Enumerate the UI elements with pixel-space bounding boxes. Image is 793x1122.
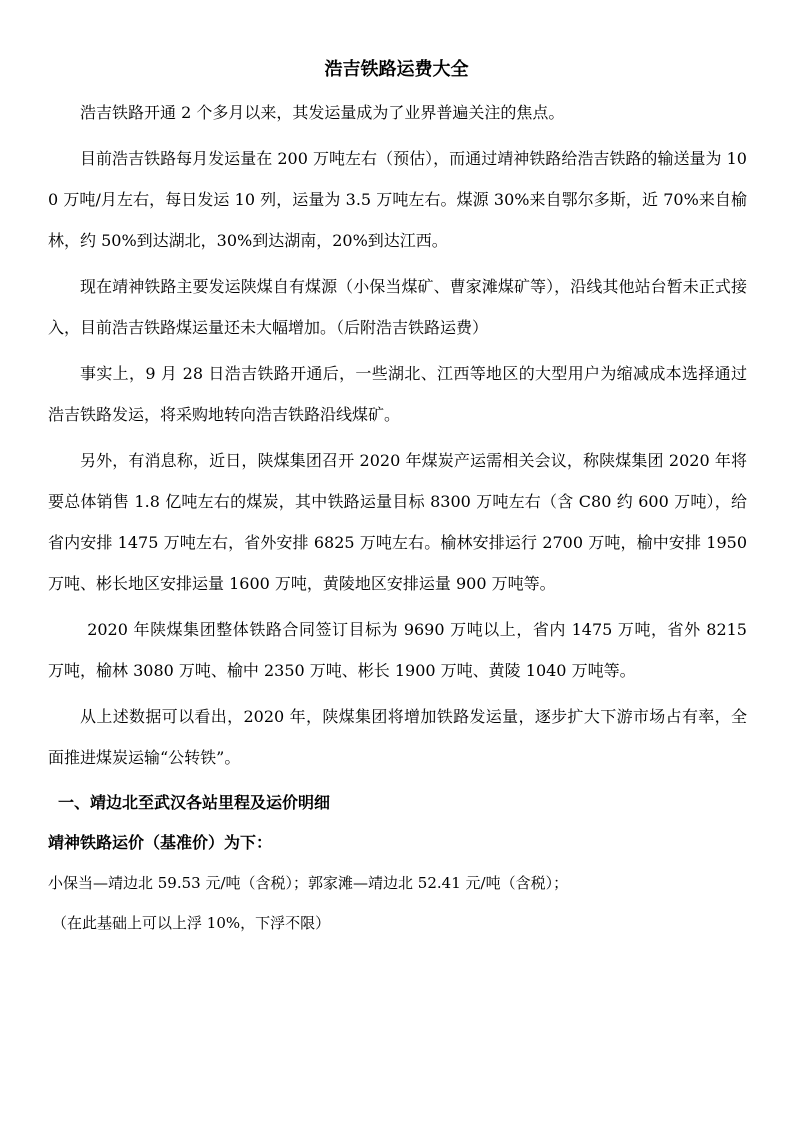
paragraph-intro: 浩吉铁路开通 2 个多月以来，其发运量成为了业界普遍关注的焦点。 <box>80 103 565 122</box>
price-detail-line: 小保当—靖边北 59.53 元/吨（含税）；郭家滩—靖边北 52.41 元/吨（含税）； <box>48 874 569 892</box>
paragraph-jingshen-supply: 现在靖神铁路主要发运陕煤自有煤源（小保当煤矿、曹家滩煤矿等），沿线其他站台暂未正式接入，目前浩吉铁路煤运量还未大幅增加。（后附浩吉铁路运费） <box>48 277 747 337</box>
section-heading: 一、靖边北至武汉各站里程及运价明细 <box>58 793 331 812</box>
paragraph-monthly-volume: 目前浩吉铁路每月发运量在 200 万吨左右（预估），而通过靖神铁路给浩吉铁路的输送量为 100 万吨/月左右，每日发运 10 列，运量为 3.5 万吨左右。煤源 30%来自鄂尔多斯，近 70%来自榆林，约 50%到达湖北，30%到达湖南，20%到达江西。 <box>48 149 747 250</box>
price-note-line: （在此基础上可以上浮 10%，下浮不限） <box>52 914 331 932</box>
document-body <box>48 92 747 943</box>
paragraph-conclusion: 从上述数据可以看出，2020 年，陕煤集团将增加铁路发运量，逐步扩大下游市场占有率，全面推进煤炭运输“公转铁”。 <box>48 707 747 767</box>
document-title: 浩吉铁路运费大全 <box>324 59 469 80</box>
paragraph-contract-target: 2020 年陕煤集团整体铁路合同签订目标为 9690 万吨以上，省内 1475 万吨，省外 8215 万吨，榆林 3080 万吨、榆中 2350 万吨、彬长 1900 万吨、黄陵 1040 万吨等。 <box>48 620 747 680</box>
price-subheading: 靖神铁路运价（基准价）为下： <box>48 833 273 852</box>
paragraph-shaanxi-coal-plan: 另外，有消息称，近日，陕煤集团召开 2020 年煤炭产运需相关会议，称陕煤集团 2020 年将要总体销售 1.8 亿吨左右的煤炭，其中铁路运量目标 8300 万吨左右（含 C80 约 600 万吨），给省内安排 1475 万吨左右，省外安排 6825 万吨左右。榆林安排运行 2700 万吨，榆中安排 1950 万吨、彬长地区安排运量 1600 万吨，黄陵地区安排运量 900 万吨等。 <box>48 451 747 593</box>
paragraph-user-shift: 事实上，9 月 28 日浩吉铁路开通后，一些湖北、江西等地区的大型用户为缩减成本选择通过浩吉铁路发运，将采购地转向浩吉铁路沿线煤矿。 <box>48 364 747 424</box>
